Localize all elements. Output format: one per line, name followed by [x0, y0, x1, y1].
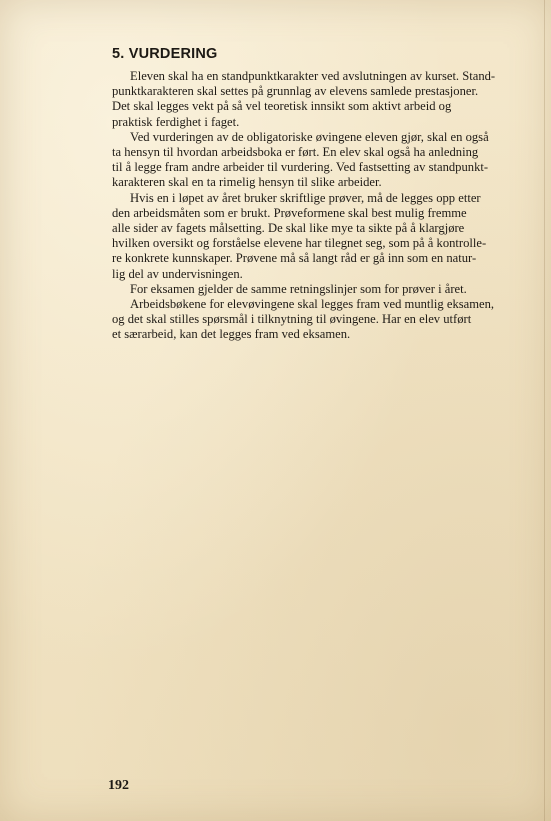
- text-line: den arbeidsmåten som er brukt. Prøveformene skal best mulig fremme: [112, 205, 467, 220]
- paragraph-obligatoriske-ovinger: [112, 130, 528, 191]
- paragraph-eksamen: [112, 282, 528, 297]
- text-line: til å legge fram andre arbeider til vurdering. Ved fastsetting av standpunkt-: [112, 160, 489, 175]
- text-line: Hvis en i løpet av året bruker skriftlige prøver, må de legges opp etter: [130, 190, 481, 205]
- text-line: Ved vurderingen av de obligatoriske øvingene eleven gjør, skal en også: [130, 129, 489, 144]
- paragraph-arbeidsboker: [112, 297, 528, 343]
- text-line: og det skal stilles spørsmål i tilknytning til øvingene. Har en elev utført: [112, 312, 472, 327]
- text-line: re konkrete kunnskaper. Prøvene må så langt råd er gå inn som en natur-: [112, 251, 477, 266]
- text-line: For eksamen gjelder de samme retningslinjer som for prøver i året.: [130, 281, 467, 296]
- text-line: alle sider av fagets målsetting. De skal like mye ta sikte på å klargjøre: [112, 221, 465, 236]
- text-line: Arbeidsbøkene for elevøvingene skal legges fram ved muntlig eksamen,: [130, 297, 495, 312]
- text-line: lig del av undervisningen.: [112, 266, 243, 281]
- section-title: 5. VURDERING: [112, 46, 218, 62]
- page-number: 192: [108, 778, 129, 793]
- text-line: Eleven skal ha en standpunktkarakter ved avslutningen av kurset. Stand-: [130, 69, 496, 83]
- text-line: Det skal legges vekt på så vel teoretisk innsikt som aktivt arbeid og: [112, 99, 452, 114]
- text-line: et særarbeid, kan det legges fram ved eksamen.: [112, 327, 351, 342]
- body-text: [112, 69, 528, 343]
- text-line: karakteren skal en ta rimelig hensyn til slike arbeider.: [112, 175, 382, 190]
- paragraph-standpunktkarakter: [112, 69, 528, 130]
- page-edge-line: [544, 0, 545, 821]
- text-line: hvilken oversikt og forståelse elevene har tilegnet seg, som på å kontrolle-: [112, 236, 487, 251]
- text-line: praktisk ferdighet i faget.: [112, 114, 240, 129]
- text-line: punktkarakteren skal settes på grunnlag av elevens samlede prestasjoner.: [112, 84, 479, 99]
- paragraph-skriftlige-prover: [112, 191, 528, 282]
- text-line: ta hensyn til hvordan arbeidsboka er ført. En elev skal også ha anledning: [112, 145, 479, 160]
